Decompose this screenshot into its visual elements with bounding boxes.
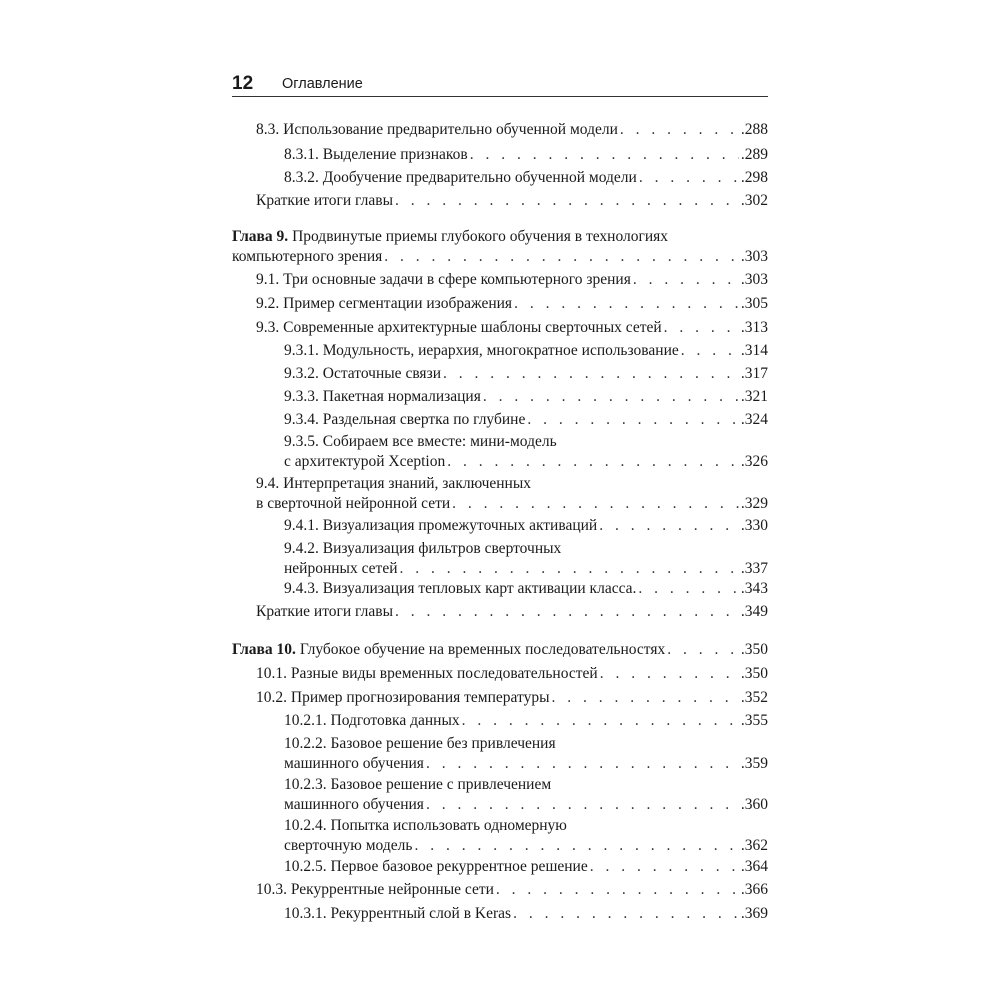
toc-entry-9-3-2 [284, 364, 768, 384]
toc-entry-title: 9.2. Пример сегментации изображения [256, 295, 513, 312]
toc-entry-page: .302 [740, 192, 768, 209]
toc-entry-title: в сверточной нейронной сети [256, 495, 451, 512]
dot-leader [395, 191, 739, 211]
toc-entry-title-line1: 10.2.3. Базовое решение с привлечением [284, 776, 552, 793]
toc-entry-page: .366 [740, 881, 768, 898]
toc-entry-page: .321 [740, 388, 768, 405]
toc-entry-title: машинного обучения [284, 796, 424, 813]
toc-entry-title: Краткие итоги главы [256, 603, 393, 620]
toc-entry-title: 8.3.1. Выделение признаков [284, 146, 468, 163]
toc-entry-page: .314 [740, 342, 768, 359]
toc-entry-page: .313 [740, 319, 768, 336]
chapter-label: Глава 10. [232, 641, 296, 658]
table-of-contents [232, 0, 768, 1000]
toc-entry-title: Краткие итоги главы [256, 192, 393, 209]
dot-leader [513, 904, 739, 924]
toc-entry-page: .288 [740, 121, 768, 138]
toc-entry-summary-8 [256, 191, 768, 211]
toc-entry-title: Глубокое обучение на временных последовательностях [299, 641, 666, 658]
toc-entry-10-2 [256, 688, 768, 708]
toc-entry-page: .362 [740, 837, 768, 854]
toc-entry-title: 9.1. Три основные задачи в сфере компьютерного зрения [256, 271, 631, 288]
toc-entry-9-3-3 [284, 387, 768, 407]
dot-leader [462, 711, 739, 731]
chapter-title-line1: Продвинутые приемы глубокого обучения в технологиях [292, 228, 669, 245]
dot-leader [400, 559, 739, 579]
running-title: Оглавление [282, 76, 363, 92]
toc-entry-title: нейронных сетей [284, 560, 398, 577]
toc-entry-title-line1: 9.4.2. Визуализация фильтров сверточных [284, 540, 562, 557]
toc-entry-page: .305 [740, 295, 768, 312]
toc-entry-title: 9.3.1. Модульность, иерархия, многократное использование [284, 342, 679, 359]
dot-leader [414, 836, 738, 856]
toc-entry-title: 9.4.3. Визуализация тепловых карт активации класса. [284, 580, 637, 597]
toc-entry-9-4-3 [284, 579, 768, 599]
dot-leader [681, 341, 739, 361]
toc-entry-8-3-1 [284, 145, 768, 165]
toc-entry-page: .303 [740, 271, 768, 288]
toc-entry-page: .329 [740, 495, 768, 512]
toc-entry-page: .343 [740, 580, 768, 597]
toc-entry-summary-9 [256, 602, 768, 622]
toc-entry-page: .360 [740, 796, 768, 813]
toc-entry-title-line1: 10.2.2. Базовое решение без привлечения [284, 735, 556, 752]
toc-entry-10-2-5 [284, 857, 768, 877]
dot-leader [527, 410, 739, 430]
toc-entry-page: .303 [740, 248, 768, 265]
chapter-label: Глава 9. [232, 228, 289, 245]
dot-leader [599, 516, 739, 536]
toc-entry-10-3 [256, 880, 768, 900]
dot-leader [426, 795, 739, 815]
toc-entry-page: .350 [740, 665, 768, 682]
dot-leader [639, 168, 739, 188]
dot-leader [452, 494, 739, 514]
toc-entry-9-4-1 [284, 516, 768, 536]
dot-leader [496, 880, 739, 900]
toc-entry-9-4-2 [284, 539, 768, 579]
dot-leader [470, 145, 739, 165]
toc-entry-title: 10.1. Разные виды временных последовательностей [256, 665, 598, 682]
toc-entry-9-3-4 [284, 410, 768, 430]
toc-entry-title-line1: 9.3.5. Собираем все вместе: мини-модель [284, 433, 557, 450]
toc-entry-9-2 [256, 294, 768, 314]
toc-entry-10-3-1 [284, 904, 768, 924]
toc-chapter-10 [232, 640, 768, 660]
toc-entry-page: .352 [740, 689, 768, 706]
toc-entry-page: .330 [740, 517, 768, 534]
toc-entry-title: 9.4.1. Визуализация промежуточных активаций [284, 517, 598, 534]
toc-entry-page: .349 [740, 603, 768, 620]
toc-entry-title: 10.3. Рекуррентные нейронные сети [256, 881, 494, 898]
toc-entry-page: .298 [740, 169, 768, 186]
toc-entry-title: 9.3.4. Раздельная свертка по глубине [284, 411, 526, 428]
toc-entry-page: .369 [740, 905, 768, 922]
toc-entry-page: .337 [740, 560, 768, 577]
toc-entry-9-3-5 [284, 432, 768, 472]
toc-entry-10-2-2 [284, 734, 768, 774]
toc-entry-9-3-1 [284, 341, 768, 361]
toc-entry-title: 9.3. Современные архитектурные шаблоны сверточных сетей [256, 319, 662, 336]
dot-leader [447, 452, 739, 472]
toc-entry-9-1 [256, 270, 768, 290]
toc-entry-title: 9.3.3. Пакетная нормализация [284, 388, 481, 405]
dot-leader [590, 857, 739, 877]
toc-entry-title: 10.3.1. Рекуррентный слой в Keras [284, 905, 512, 922]
dot-leader [514, 294, 739, 314]
toc-entry-title: компьютерного зрения [232, 248, 383, 265]
dot-leader [384, 247, 739, 267]
toc-entry-title: 10.2. Пример прогнозирования температуры [256, 689, 550, 706]
dot-leader [395, 602, 739, 622]
toc-entry-page: .350 [740, 641, 768, 658]
toc-chapter-9 [232, 227, 768, 267]
page-number: 12 [232, 73, 254, 94]
dot-leader [633, 270, 739, 290]
dot-leader [551, 688, 738, 708]
toc-entry-8-3-2 [284, 168, 768, 188]
toc-entry-title: 10.2.5. Первое базовое рекуррентное решение [284, 858, 588, 875]
dot-leader [443, 364, 739, 384]
toc-entry-title: сверточную модель [284, 837, 413, 854]
toc-entry-page: .317 [740, 365, 768, 382]
toc-entry-10-1 [256, 664, 768, 684]
toc-entry-9-3 [256, 318, 768, 338]
toc-entry-title: 10.2.1. Подготовка данных [284, 712, 460, 729]
dot-leader [483, 387, 739, 407]
toc-entry-9-4 [256, 474, 768, 514]
dot-leader [664, 318, 739, 338]
dot-leader [600, 664, 739, 684]
toc-entry-title: машинного обучения [284, 755, 424, 772]
dot-leader [638, 579, 738, 599]
dot-leader [426, 754, 739, 774]
toc-entry-page: .364 [740, 858, 768, 875]
toc-entry-10-2-1 [284, 711, 768, 731]
toc-entry-page: .324 [740, 411, 768, 428]
toc-entry-8-3 [256, 120, 768, 140]
toc-entry-page: .359 [740, 755, 768, 772]
toc-entry-title: 8.3. Использование предварительно обученной модели [256, 121, 618, 138]
dot-leader [620, 120, 739, 140]
toc-entry-title-line1: 10.2.4. Попытка использовать одномерную [284, 817, 567, 834]
toc-entry-title: с архитектурой Xception [284, 453, 446, 470]
dot-leader [667, 640, 739, 660]
toc-entry-page: .289 [740, 146, 768, 163]
toc-entry-page: .326 [740, 453, 768, 470]
toc-entry-10-2-4 [284, 816, 768, 856]
toc-entry-title-line1: 9.4. Интерпретация знаний, заключенных [256, 475, 531, 492]
toc-entry-10-2-3 [284, 775, 768, 815]
toc-entry-title: 9.3.2. Остаточные связи [284, 365, 441, 382]
toc-entry-page: .355 [740, 712, 768, 729]
toc-entry-title: 8.3.2. Дообучение предварительно обученной модели [284, 169, 637, 186]
